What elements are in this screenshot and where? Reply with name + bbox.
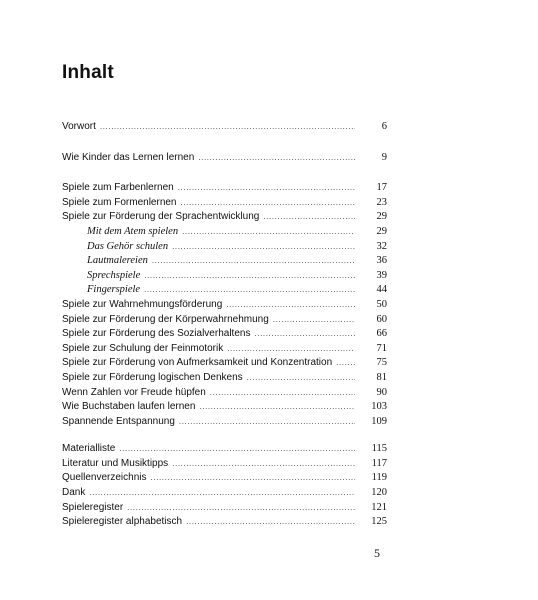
- toc-entry-page: 60: [376, 313, 387, 325]
- dot-leader: [226, 298, 355, 313]
- toc-entry-label: Spannende Entspannung: [62, 415, 175, 427]
- toc-entry: [62, 442, 387, 457]
- toc-entry-label: Wie Buchstaben laufen lernen: [62, 401, 196, 413]
- toc-entry: [62, 327, 387, 342]
- toc-entry-page: 29: [376, 225, 387, 237]
- toc-entry-page: 81: [376, 371, 387, 383]
- toc-entry-page: 75: [376, 357, 387, 369]
- toc-subentry: [62, 240, 387, 255]
- toc-entry-page: 125: [371, 516, 387, 528]
- toc-entry: [62, 151, 387, 166]
- toc-entry-label: Spiele zur Förderung der Körperwahrnehmung: [62, 313, 269, 325]
- toc-entry: [62, 515, 387, 530]
- toc-entry-label: Quellenverzeichnis: [62, 472, 147, 484]
- toc-entry: [62, 342, 387, 357]
- toc-entry: [62, 120, 387, 135]
- toc-entry: [62, 457, 387, 472]
- dot-leader: [144, 283, 355, 298]
- dot-leader: [336, 356, 355, 371]
- toc-entry-label: Wie Kinder das Lernen lernen: [62, 151, 195, 163]
- table-of-contents: [62, 120, 387, 530]
- toc-entry-label: Materialliste: [62, 443, 116, 455]
- page-number: 5: [374, 546, 380, 560]
- toc-subentry: [62, 269, 387, 284]
- toc-entry-page: 36: [376, 255, 387, 267]
- toc-entry: [62, 210, 387, 225]
- dot-leader: [151, 471, 356, 486]
- toc-entry-page: 120: [371, 487, 387, 499]
- toc-entry: [62, 471, 387, 486]
- toc-entry: [62, 196, 387, 211]
- toc-entry-label: Spiele zur Förderung der Sprachentwicklung: [62, 211, 260, 223]
- section-gap: [62, 429, 387, 442]
- dot-leader: [263, 210, 355, 225]
- toc-entry: [62, 415, 387, 430]
- toc-entry-label: Dank: [62, 487, 86, 499]
- page-title: Inhalt: [62, 62, 114, 83]
- toc-entry: [62, 501, 387, 516]
- toc-entry-label: Sprechspiele: [87, 269, 141, 281]
- dot-leader: [179, 415, 355, 430]
- toc-subentry: [62, 254, 387, 269]
- toc-subentry: [62, 225, 387, 240]
- dot-leader: [273, 313, 355, 328]
- toc-entry-page: 121: [371, 501, 387, 513]
- dot-leader: [227, 342, 355, 357]
- section-gap: [62, 165, 387, 181]
- toc-entry-page: 6: [381, 121, 387, 132]
- section-gap: [62, 135, 387, 151]
- toc-entry: [62, 371, 387, 386]
- toc-entry-page: 109: [371, 415, 387, 427]
- toc-entry-label: Spieleregister alphabetisch: [62, 516, 183, 528]
- dot-leader: [89, 486, 355, 501]
- toc-subentry: [62, 283, 387, 298]
- dot-leader: [119, 442, 355, 457]
- toc-entry-label: Das Gehör schulen: [87, 240, 169, 252]
- toc-entry-label: Spiele zur Förderung von Aufmerksamkeit und Konzentration: [62, 357, 333, 369]
- dot-leader: [210, 386, 355, 401]
- toc-entry-page: 103: [371, 401, 387, 413]
- toc-entry-page: 29: [376, 211, 387, 223]
- toc-entry-page: 90: [376, 386, 387, 398]
- toc-entry-page: 119: [371, 472, 387, 484]
- toc-entry-label: Vorwort: [62, 121, 96, 132]
- dot-leader: [172, 240, 355, 255]
- toc-entry-label: Spiele zur Förderung logischen Denkens: [62, 371, 243, 383]
- toc-entry: [62, 386, 387, 401]
- toc-entry-label: Spiele zur Schulung der Feinmotorik: [62, 342, 224, 354]
- toc-entry-page: 66: [376, 328, 387, 340]
- toc-entry-page: 23: [376, 196, 387, 208]
- toc-entry-page: 32: [376, 240, 387, 252]
- dot-leader: [178, 181, 355, 196]
- dot-leader: [247, 371, 355, 386]
- dot-leader: [182, 225, 355, 240]
- dot-leader: [199, 400, 355, 415]
- dot-leader: [127, 501, 355, 516]
- toc-entry-page: 17: [376, 182, 387, 194]
- toc-entry-page: 50: [376, 298, 387, 310]
- toc-entry-page: 117: [371, 457, 387, 469]
- toc-entry: [62, 486, 387, 501]
- toc-entry: [62, 181, 387, 196]
- dot-leader: [254, 327, 355, 342]
- toc-entry-label: Lautmalereien: [87, 255, 148, 267]
- toc-entry-page: 39: [376, 269, 387, 281]
- toc-entry-label: Mit dem Atem spielen: [87, 225, 179, 237]
- toc-entry-label: Spieleregister: [62, 501, 124, 513]
- toc-entry-label: Fingerspiele: [87, 284, 141, 296]
- dot-leader: [186, 515, 355, 530]
- toc-entry: [62, 313, 387, 328]
- dot-leader: [198, 151, 355, 166]
- toc-entry: [62, 356, 387, 371]
- toc-entry-page: 115: [371, 443, 387, 455]
- toc-entry-page: 9: [381, 151, 387, 163]
- toc-entry-label: Literatur und Musiktipps: [62, 457, 169, 469]
- toc-entry-page: 44: [376, 284, 387, 296]
- dot-leader: [100, 120, 355, 135]
- dot-leader: [152, 254, 355, 269]
- toc-entry-label: Spiele zum Formenlernen: [62, 196, 177, 208]
- toc-entry-page: 71: [376, 342, 387, 354]
- toc-entry: [62, 400, 387, 415]
- dot-leader: [172, 457, 355, 472]
- toc-entry: [62, 298, 387, 313]
- dot-leader: [181, 196, 356, 211]
- toc-entry-label: Spiele zur Förderung des Sozialverhaltens: [62, 328, 251, 340]
- toc-entry-label: Spiele zur Wahrnehmungsförderung: [62, 298, 223, 310]
- toc-entry-label: Spiele zum Farbenlernen: [62, 182, 174, 194]
- dot-leader: [144, 269, 355, 284]
- toc-entry-label: Wenn Zahlen vor Freude hüpfen: [62, 386, 206, 398]
